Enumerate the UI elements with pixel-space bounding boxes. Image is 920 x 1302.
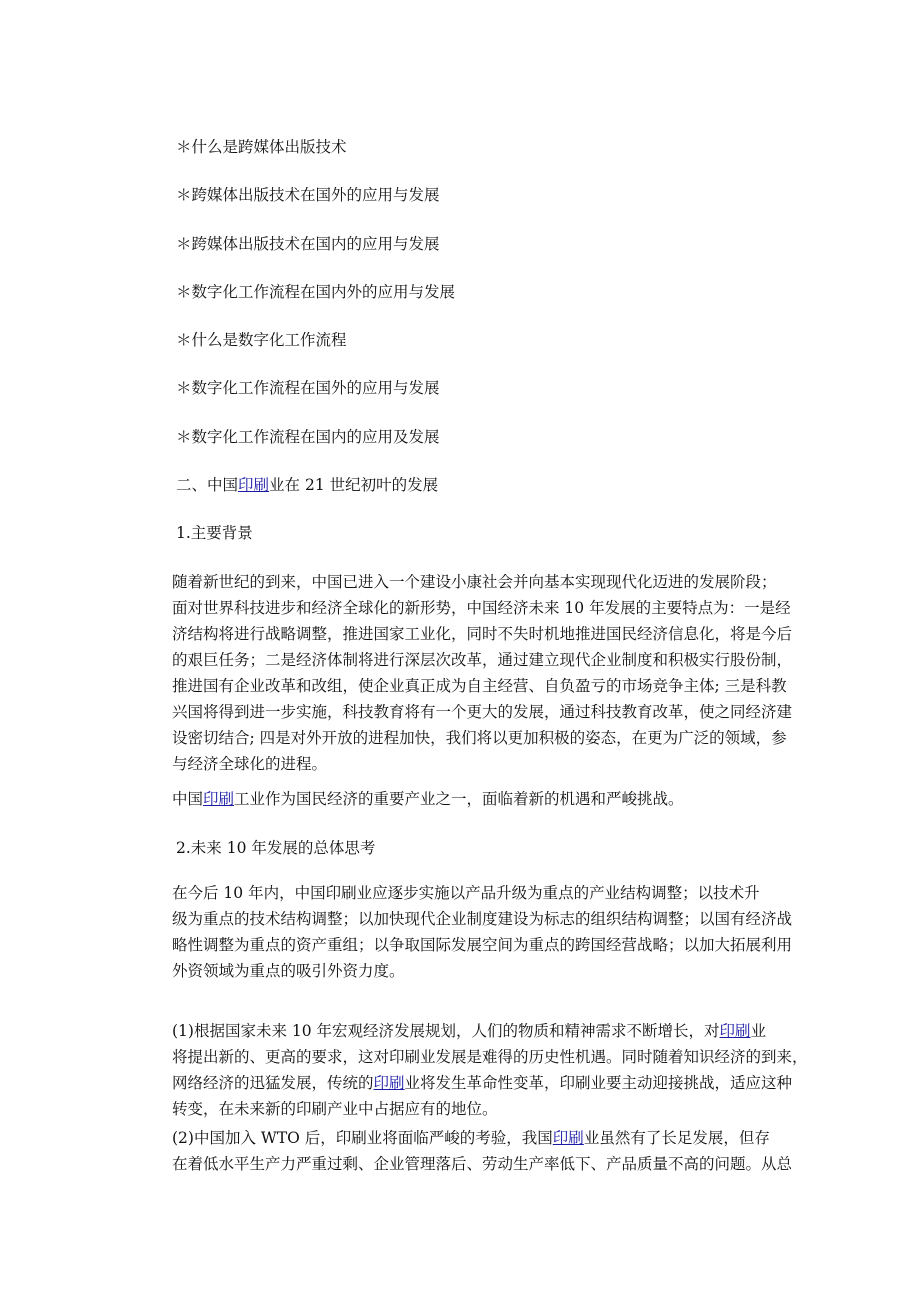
bullet-item: ＊数字化工作流程在国内外的应用与发展 <box>176 282 456 301</box>
section-heading: 二、中国印刷业在 21 世纪初叶的发展 <box>176 476 439 494</box>
bullet-item: ＊什么是跨媒体出版技术 <box>176 138 347 156</box>
paragraph-point-1: (1)根据国家未来 10 年宏观经济发展规划，人们的物质和精神需求不断增长，对印刷业 将提出新的、更高的要求，这对印刷业发展是难得的历史性机遇。同时随着知识经济的到来， 网络经济的迅猛发展，传统的印刷业将发生革命性变革，印刷业要主动迎接挑战，适应这种 转变，在未来新的印刷产业中占据应有的地位。 <box>172 1022 808 1118</box>
subsection-title: 2.未来 10 年发展的总体思考 <box>176 839 376 857</box>
printing-link[interactable]: 印刷 <box>203 790 235 808</box>
bullet-item: ＊跨媒体出版技术在国内的应用与发展 <box>176 234 440 253</box>
bullet-item: ＊数字化工作流程在国外的应用与发展 <box>176 379 440 398</box>
bullet-list <box>176 136 455 474</box>
printing-link[interactable]: 印刷 <box>238 476 270 494</box>
paragraph-industry: 中国印刷工业作为国民经济的重要产业之一，面临着新的机遇和严峻挑战。 <box>172 790 684 808</box>
paragraph-outlook: 在今后 10 年内，中国印刷业应逐步实施以产品升级为重点的产业结构调整；以技术升 级为重点的技术结构调整；以加快现代企业制度建设为标志的组织结构调整；以国有经济战 略性调整为重点的资产重组；以争取国际发展空间为重点的跨国经营战略；以加大拓展利用 外资领域为重点的吸引外资力度。 <box>172 884 793 980</box>
paragraph-point-2: (2)中国加入 WTO 后，印刷业将面临严峻的考验，我国印刷业虽然有了长足发展，但存 在着低水平生产力严重过剩、企业管理落后、劳动生产率低下、产品质量不高的问题。从总 <box>172 1129 793 1173</box>
paragraph-background: 随着新世纪的到来，中国已进入一个建设小康社会并向基本实现现代化迈进的发展阶段； 面对世界科技进步和经济全球化的新形势，中国经济未来 10 年发展的主要特点为：一是经 济结构将进行战略调整，推进国家工业化，同时不失时机地推进国民经济信息化，将是今后 的艰巨任务；二是经济体制将进行深层次改革，通过建立现代企业制度和积极实行股份制， 推进国有企业改革和改组，使企业真正成为自主经营、自负盈亏的市场竞争主体; 三是科教 兴国将得到进一步实施，科技教育将有一个更大的发展，通过科技教育改革，使之同经济建 设密切结合; 四是对外开放的进程加快，我们将以更加积极的姿态，在更为广泛的领域，参 与经济全球化的进程。 <box>172 573 793 773</box>
bullet-item: ＊什么是数字化工作流程 <box>176 331 347 350</box>
printing-link[interactable]: 印刷 <box>552 1129 584 1147</box>
printing-link[interactable]: 印刷 <box>719 1022 751 1040</box>
bullet-item: ＊数字化工作流程在国内的应用及发展 <box>176 427 440 446</box>
printing-link[interactable]: 印刷 <box>373 1074 405 1092</box>
bullet-item: ＊跨媒体出版技术在国外的应用与发展 <box>176 186 440 205</box>
subsection-title: 1.主要背景 <box>176 524 253 542</box>
